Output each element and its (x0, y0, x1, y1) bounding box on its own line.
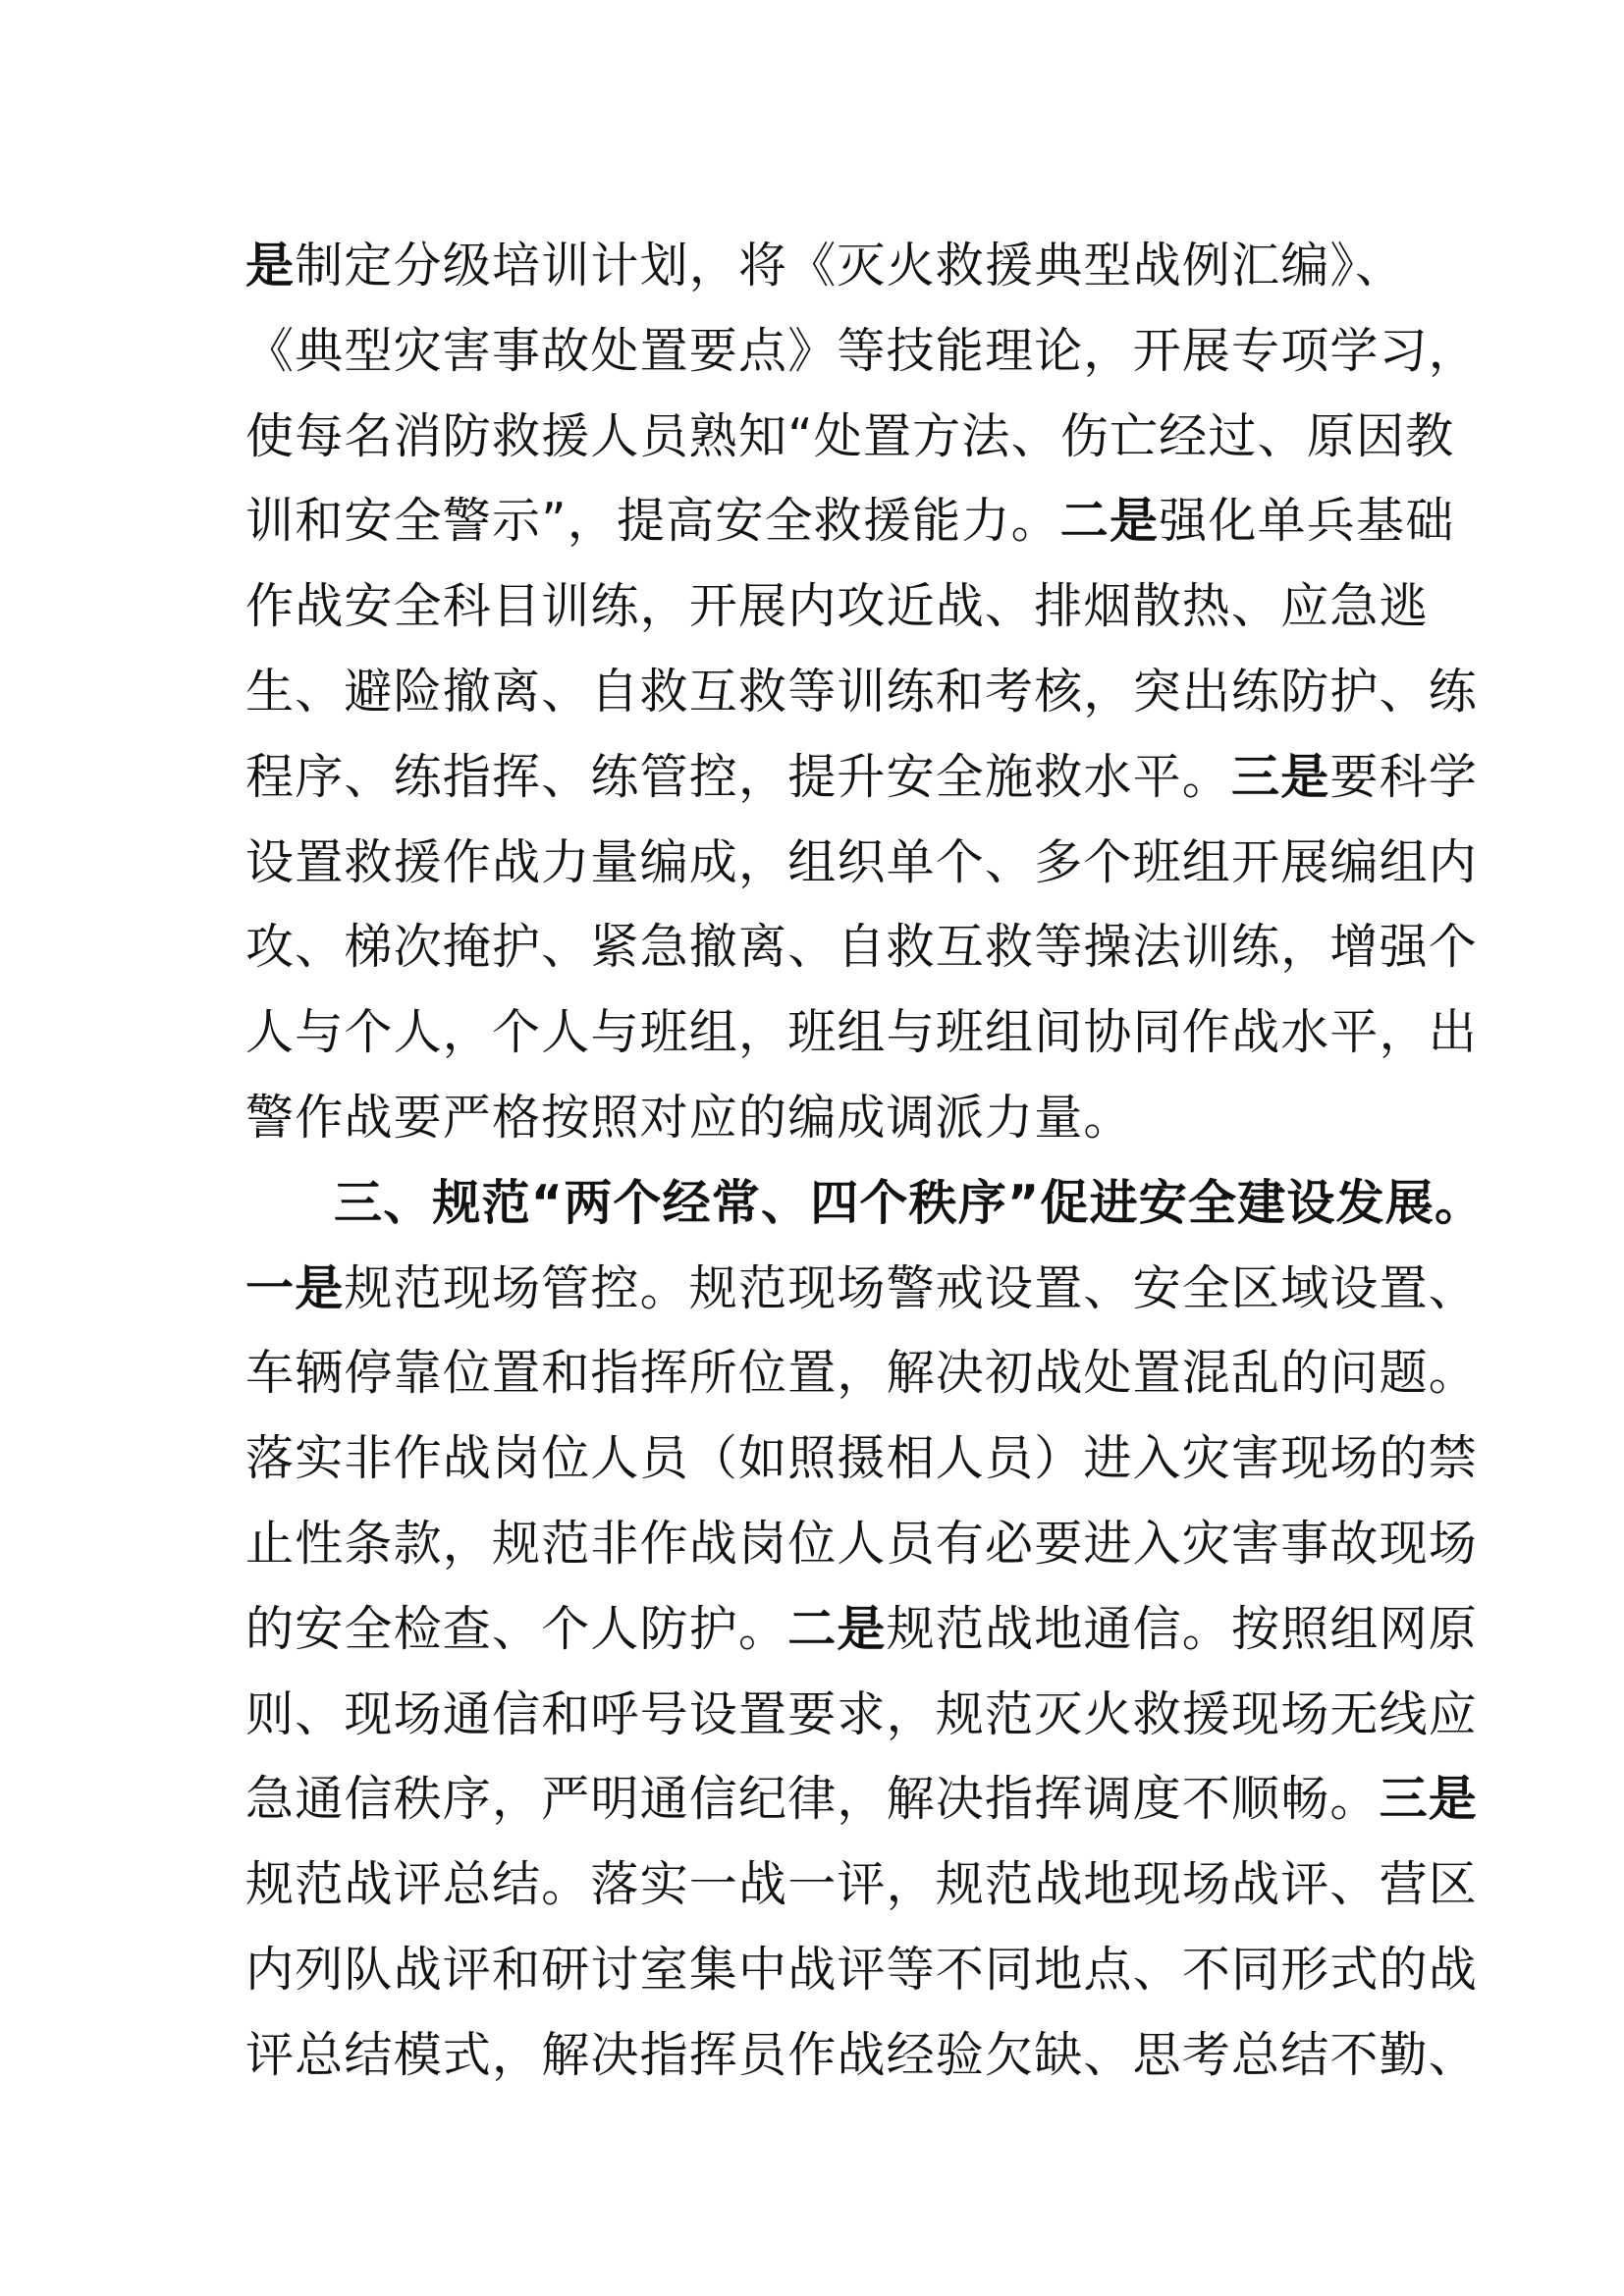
section-heading (245, 1161, 1485, 1247)
bold-lead: 是 (245, 238, 296, 294)
text-line: 规范战评总结。落实一战一评，规范战地现场战评、营区 (245, 1856, 1479, 1913)
text-line: 使每名消防救援人员熟知“处置方法、伤亡经过、原因教 (245, 407, 1455, 464)
text-line: 内列队战评和研讨室集中战评等不同地点、不同形式的战 (245, 1941, 1479, 1998)
text-line: 急通信秩序，严明通信纪律，解决指挥调度不顺畅。三是 (245, 1771, 1479, 1828)
bold-lead: 三是 (1379, 1771, 1479, 1828)
text-line: 评总结模式，解决指挥员作战经验欠缺、思考总结不勤、 (245, 2026, 1479, 2083)
text-line: 则、现场通信和呼号设置要求，规范灭火救援现场无线应 (245, 1685, 1479, 1742)
text-line: 止性条款，规范非作战岗位人员有必要进入灾害事故现场 (245, 1515, 1479, 1572)
text-line: 落实非作战岗位人员（如照摄相人员）进入灾害现场的禁 (245, 1430, 1479, 1487)
text-line: 一是规范现场管控。规范现场警戒设置、安全区域设置、 (245, 1259, 1479, 1316)
heading-text: 三、规范“两个经常、四个秩序”促进安全建设发展。 (334, 1174, 1485, 1231)
body-text (245, 224, 1485, 2099)
text-line: 警作战要严格按照对应的编成调派力量。 (245, 1089, 1133, 1146)
text-line: 人与个人，个人与班组，班组与班组间协同作战水平，出 (245, 1004, 1479, 1061)
bold-lead: 三是 (1231, 748, 1330, 805)
text-line: 作战安全科目训练，开展内攻近战、排烟散热、应急逃 (245, 578, 1429, 635)
bold-lead: 二是 (787, 1600, 887, 1657)
bold-lead: 二是 (1059, 493, 1160, 550)
text-line: 攻、梯次掩护、紧急撤离、自救互救等操法训练，增强个 (245, 919, 1479, 976)
text-line: 《典型灾害事故处置要点》等技能理论，开展专项学习， (245, 322, 1479, 379)
text-line: 生、避险撤离、自救互救等训练和考核，突出练防护、练 (245, 663, 1479, 720)
text-line: 程序、练指挥、练管控，提升安全施救水平。三是要科学 (245, 748, 1479, 805)
text-line: 的安全检查、个人防护。二是规范战地通信。按照组网原 (245, 1600, 1479, 1657)
text-line: 设置救援作战力量编成，组织单个、多个班组开展编组内 (245, 833, 1479, 890)
bold-lead: 一是 (245, 1259, 345, 1316)
text-line: 车辆停靠位置和指挥所位置，解决初战处置混乱的问题。 (245, 1345, 1479, 1402)
text-line: 训和安全警示”，提高安全救援能力。二是强化单兵基础 (245, 493, 1455, 550)
text-line: 是制定分级培训计划，将《灭火救援典型战例汇编》、 (245, 238, 1405, 294)
